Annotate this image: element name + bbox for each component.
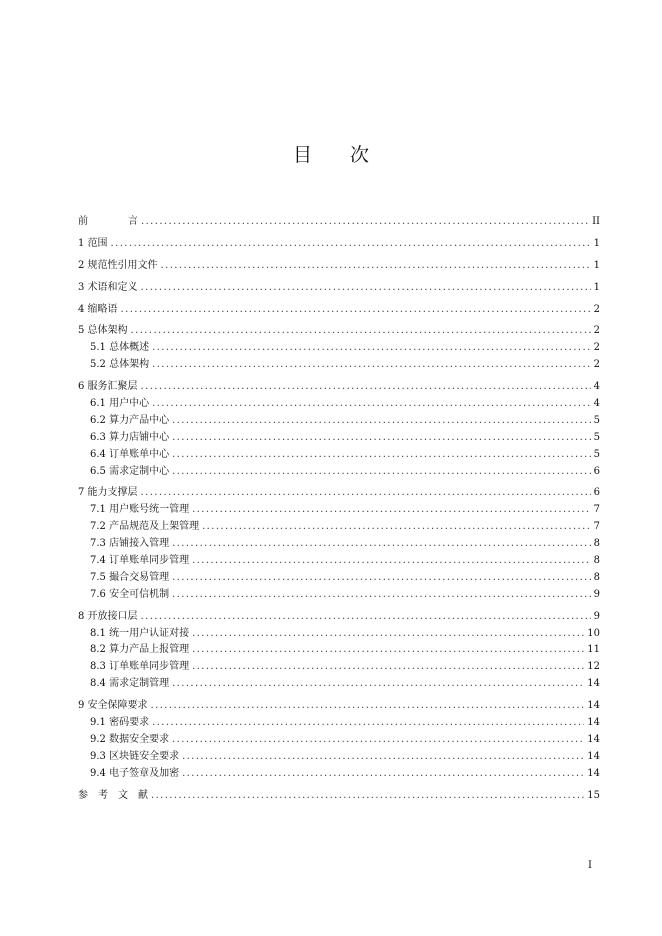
toc-entry-label: 6.2 算力产品中心 bbox=[90, 414, 170, 426]
page-title: 目 次 bbox=[292, 144, 369, 166]
toc-leader-dots bbox=[172, 413, 591, 429]
toc-entry-page-number: 2 bbox=[593, 359, 600, 371]
toc-entry-page-number: 6 bbox=[593, 487, 600, 499]
toc-entry-page-number: 7 bbox=[593, 504, 600, 516]
toc-leader-dots bbox=[152, 715, 584, 731]
toc-entry-page-number: 9 bbox=[593, 610, 600, 622]
toc-leader-dots bbox=[121, 302, 591, 318]
toc-entry-page-number: 8 bbox=[593, 555, 600, 567]
toc-entry[interactable] bbox=[78, 323, 600, 339]
toc-leader-dots bbox=[172, 732, 584, 748]
toc-entry[interactable] bbox=[78, 609, 600, 625]
toc-entry[interactable] bbox=[78, 698, 600, 714]
toc-entry-label: 7.2 产品规范及上架管理 bbox=[90, 521, 200, 533]
toc-subentry[interactable] bbox=[78, 464, 600, 480]
toc-leader-dots bbox=[172, 430, 591, 446]
table-of-contents bbox=[78, 214, 600, 804]
toc-entry-page-number: 8 bbox=[593, 571, 600, 583]
toc-entry-page-number: 10 bbox=[587, 627, 600, 639]
toc-leader-dots bbox=[192, 626, 584, 642]
toc-entry-label: 7.1 用户账号统一管理 bbox=[90, 504, 190, 516]
toc-entry-page-number: 14 bbox=[587, 700, 600, 712]
toc-entry[interactable] bbox=[78, 280, 600, 296]
toc-subentry[interactable] bbox=[78, 642, 600, 658]
toc-leader-dots bbox=[192, 642, 584, 658]
toc-leader-dots bbox=[151, 698, 585, 714]
toc-leader-dots bbox=[172, 676, 584, 692]
toc-leader-dots bbox=[172, 447, 591, 463]
toc-subentry[interactable] bbox=[78, 626, 600, 642]
toc-entry-page-number: 11 bbox=[587, 644, 600, 656]
toc-leader-dots bbox=[141, 485, 591, 501]
toc-entry-label: 6.3 算力店铺中心 bbox=[90, 431, 170, 443]
toc-leader-dots bbox=[172, 570, 591, 586]
toc-leader-dots bbox=[141, 280, 591, 296]
toc-entry-label: 6 服务汇聚层 bbox=[78, 381, 138, 393]
toc-subentry[interactable] bbox=[78, 587, 600, 603]
toc-leader-dots bbox=[152, 340, 591, 356]
toc-entry-label: 9 安全保障要求 bbox=[78, 700, 148, 712]
toc-entry-page-number: 14 bbox=[587, 750, 600, 762]
toc-entry-label: 前 言 bbox=[78, 216, 138, 227]
toc-entry-page-number: 14 bbox=[587, 767, 600, 779]
toc-entry-label: 8.1 统一用户认证对接 bbox=[90, 627, 190, 639]
toc-entry-page-number: 14 bbox=[587, 733, 600, 745]
toc-subentry[interactable] bbox=[78, 447, 600, 463]
toc-subentry[interactable] bbox=[78, 732, 600, 748]
toc-entry-page-number: II bbox=[592, 216, 600, 227]
toc-leader-dots bbox=[182, 766, 584, 782]
toc-subentry[interactable] bbox=[78, 430, 600, 446]
toc-entry-page-number: 1 bbox=[593, 259, 600, 271]
toc-entry-page-number: 5 bbox=[593, 431, 600, 443]
toc-leader-dots bbox=[141, 214, 589, 230]
toc-leader-dots bbox=[141, 379, 591, 395]
toc-leader-dots bbox=[152, 396, 591, 412]
toc-leader-dots bbox=[151, 788, 584, 804]
toc-entry-label: 9.3 区块链安全要求 bbox=[90, 750, 180, 762]
toc-entry-label: 5.2 总体架构 bbox=[90, 359, 150, 371]
toc-entry-label: 9.1 密码要求 bbox=[90, 717, 150, 729]
toc-subentry[interactable] bbox=[78, 413, 600, 429]
toc-entry-page-number: 4 bbox=[593, 381, 600, 393]
toc-entry-page-number: 6 bbox=[593, 465, 600, 477]
toc-entry-page-number: 5 bbox=[593, 448, 600, 460]
toc-leader-dots bbox=[172, 536, 591, 552]
toc-leader-dots bbox=[152, 357, 591, 373]
toc-subentry[interactable] bbox=[78, 340, 600, 356]
toc-subentry[interactable] bbox=[78, 749, 600, 765]
toc-entry-label: 8.3 订单账单同步管理 bbox=[90, 661, 190, 673]
toc-entry-page-number: 14 bbox=[587, 678, 600, 690]
page-number: I bbox=[588, 860, 592, 871]
toc-subentry[interactable] bbox=[78, 536, 600, 552]
toc-subentry[interactable] bbox=[78, 502, 600, 518]
toc-entry-page-number: 7 bbox=[593, 521, 600, 533]
toc-subentry[interactable] bbox=[78, 715, 600, 731]
toc-entry-label: 7 能力支撑层 bbox=[78, 487, 138, 499]
toc-subentry[interactable] bbox=[78, 357, 600, 373]
toc-leader-dots bbox=[192, 659, 584, 675]
toc-entry-page-number: 2 bbox=[593, 325, 600, 337]
toc-subentry[interactable] bbox=[78, 396, 600, 412]
toc-leader-dots bbox=[161, 258, 591, 274]
toc-entry[interactable] bbox=[78, 485, 600, 501]
toc-entry-page-number: 2 bbox=[593, 342, 600, 354]
toc-entry[interactable] bbox=[78, 214, 600, 230]
toc-leader-dots bbox=[182, 749, 584, 765]
toc-entry-page-number: 2 bbox=[593, 303, 600, 315]
toc-entry-label: 1 范围 bbox=[78, 237, 108, 249]
toc-entry-page-number: 1 bbox=[593, 237, 600, 249]
toc-leader-dots bbox=[192, 502, 591, 518]
toc-entry-label: 7.5 撮合交易管理 bbox=[90, 571, 170, 583]
toc-entry-label: 9.4 电子签章及加密 bbox=[90, 767, 180, 779]
toc-entry-label: 3 术语和定义 bbox=[78, 281, 138, 293]
toc-entry-page-number: 5 bbox=[593, 414, 600, 426]
toc-leader-dots bbox=[202, 519, 591, 535]
toc-entry-page-number: 14 bbox=[587, 717, 600, 729]
toc-entry-page-number: 12 bbox=[587, 661, 600, 673]
toc-leader-dots bbox=[131, 323, 591, 339]
toc-subentry[interactable] bbox=[78, 553, 600, 569]
toc-leader-dots bbox=[172, 464, 591, 480]
toc-leader-dots bbox=[192, 553, 591, 569]
toc-entry-label: 5 总体架构 bbox=[78, 325, 128, 337]
toc-entry-page-number: 15 bbox=[587, 789, 600, 801]
toc-entry-label: 4 缩略语 bbox=[78, 303, 118, 315]
toc-entry[interactable] bbox=[78, 236, 600, 252]
toc-entry-label: 7.4 订单账单同步管理 bbox=[90, 555, 190, 567]
toc-entry-label: 6.5 需求定制中心 bbox=[90, 465, 170, 477]
toc-entry-label: 2 规范性引用文件 bbox=[78, 259, 158, 271]
toc-entry-label: 7.6 安全可信机制 bbox=[90, 588, 170, 600]
toc-entry-label: 8.2 算力产品上报管理 bbox=[90, 644, 190, 656]
toc-entry[interactable] bbox=[78, 788, 600, 804]
toc-entry-page-number: 1 bbox=[593, 281, 600, 293]
toc-subentry[interactable] bbox=[78, 676, 600, 692]
toc-entry-page-number: 4 bbox=[593, 398, 600, 410]
toc-entry-label: 6.4 订单账单中心 bbox=[90, 448, 170, 460]
toc-entry-label: 5.1 总体概述 bbox=[90, 342, 150, 354]
toc-subentry[interactable] bbox=[78, 766, 600, 782]
toc-leader-dots bbox=[172, 587, 591, 603]
toc-subentry[interactable] bbox=[78, 659, 600, 675]
toc-entry-label: 6.1 用户中心 bbox=[90, 398, 150, 410]
toc-leader-dots bbox=[111, 236, 591, 252]
toc-entry-page-number: 9 bbox=[593, 588, 600, 600]
toc-subentry[interactable] bbox=[78, 519, 600, 535]
toc-subentry[interactable] bbox=[78, 570, 600, 586]
toc-entry-label: 7.3 店铺接入管理 bbox=[90, 538, 170, 550]
toc-entry-label: 8.4 需求定制管理 bbox=[90, 678, 170, 690]
toc-entry-label: 8 开放接口层 bbox=[78, 610, 138, 622]
toc-entry[interactable] bbox=[78, 258, 600, 274]
toc-entry-page-number: 8 bbox=[593, 538, 600, 550]
toc-entry-label: 9.2 数据安全要求 bbox=[90, 733, 170, 745]
toc-leader-dots bbox=[141, 609, 591, 625]
toc-entry[interactable] bbox=[78, 302, 600, 318]
toc-entry[interactable] bbox=[78, 379, 600, 395]
toc-entry-label: 参 考 文 献 bbox=[78, 789, 148, 801]
